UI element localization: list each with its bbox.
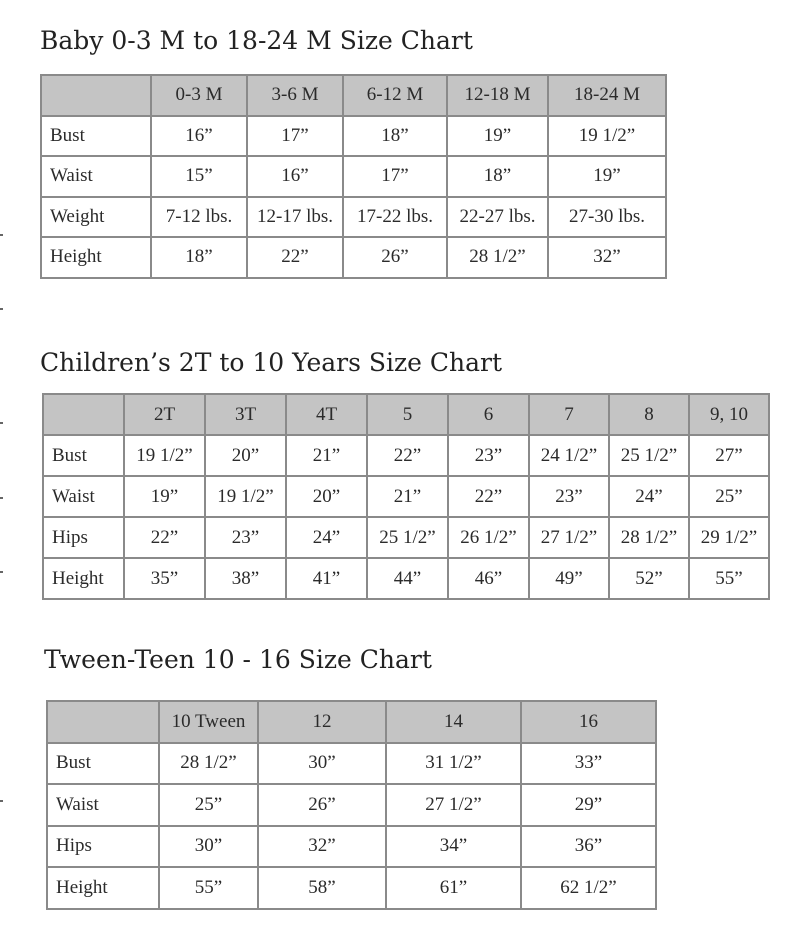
table-cell: 29 1/2” xyxy=(689,517,769,558)
table-cell: 19 1/2” xyxy=(548,116,666,157)
column-header: 6 xyxy=(448,394,529,435)
table-cell: 26” xyxy=(258,784,386,826)
table-cell: 30” xyxy=(258,743,386,785)
edge-scan-mark xyxy=(0,571,3,573)
table-row xyxy=(41,237,666,278)
table-cell: 27 1/2” xyxy=(529,517,609,558)
table-header-row xyxy=(43,394,769,435)
table-cell: 28 1/2” xyxy=(609,517,689,558)
table-cell: 32” xyxy=(548,237,666,278)
table-cell: 18” xyxy=(151,237,247,278)
row-label: Weight xyxy=(41,197,151,238)
table-row xyxy=(41,156,666,197)
table-cell: 21” xyxy=(367,476,448,517)
column-header: 18-24 M xyxy=(548,75,666,116)
row-label: Bust xyxy=(47,743,159,785)
table-cell: 52” xyxy=(609,558,689,599)
table-cell: 28 1/2” xyxy=(159,743,258,785)
table-row xyxy=(47,867,656,909)
table-cell: 26 1/2” xyxy=(448,517,529,558)
table-cell: 22” xyxy=(124,517,205,558)
table-cell: 22” xyxy=(367,435,448,476)
table-cell: 19” xyxy=(124,476,205,517)
column-header: 16 xyxy=(521,701,656,743)
children-size-table xyxy=(42,393,770,600)
table-cell: 30” xyxy=(159,826,258,868)
table-cell: 27” xyxy=(689,435,769,476)
column-header: 4T xyxy=(286,394,367,435)
table-cell: 55” xyxy=(159,867,258,909)
edge-scan-mark xyxy=(0,234,3,236)
table-cell: 7-12 lbs. xyxy=(151,197,247,238)
table-cell: 55” xyxy=(689,558,769,599)
header-corner-cell xyxy=(41,75,151,116)
column-header: 0-3 M xyxy=(151,75,247,116)
tween-teen-chart-title: Tween-Teen 10 - 16 Size Chart xyxy=(44,645,432,674)
table-cell: 25” xyxy=(159,784,258,826)
edge-scan-mark xyxy=(0,422,3,424)
table-cell: 36” xyxy=(521,826,656,868)
table-row xyxy=(43,435,769,476)
table-cell: 31 1/2” xyxy=(386,743,521,785)
table-cell: 38” xyxy=(205,558,286,599)
table-cell: 19 1/2” xyxy=(124,435,205,476)
table-cell: 24 1/2” xyxy=(529,435,609,476)
table-cell: 49” xyxy=(529,558,609,599)
children-chart-title: Children’s 2T to 10 Years Size Chart xyxy=(40,348,503,377)
table-cell: 29” xyxy=(521,784,656,826)
row-label: Hips xyxy=(47,826,159,868)
table-cell: 22-27 lbs. xyxy=(447,197,548,238)
table-cell: 18” xyxy=(447,156,548,197)
edge-scan-mark xyxy=(0,497,3,499)
table-cell: 16” xyxy=(247,156,343,197)
table-cell: 17” xyxy=(247,116,343,157)
table-cell: 25” xyxy=(689,476,769,517)
table-row xyxy=(43,517,769,558)
table-cell: 15” xyxy=(151,156,247,197)
column-header: 14 xyxy=(386,701,521,743)
table-cell: 27-30 lbs. xyxy=(548,197,666,238)
table-cell: 23” xyxy=(448,435,529,476)
table-header-row xyxy=(41,75,666,116)
table-cell: 33” xyxy=(521,743,656,785)
table-row xyxy=(43,476,769,517)
tween-teen-size-table xyxy=(46,700,657,910)
table-row xyxy=(47,784,656,826)
column-header: 3T xyxy=(205,394,286,435)
table-cell: 19” xyxy=(548,156,666,197)
table-cell: 19 1/2” xyxy=(205,476,286,517)
column-header: 6-12 M xyxy=(343,75,447,116)
edge-scan-mark xyxy=(0,800,3,802)
row-label: Height xyxy=(41,237,151,278)
table-cell: 34” xyxy=(386,826,521,868)
table-cell: 35” xyxy=(124,558,205,599)
table-cell: 12-17 lbs. xyxy=(247,197,343,238)
row-label: Hips xyxy=(43,517,124,558)
edge-scan-mark xyxy=(0,308,3,310)
table-cell: 23” xyxy=(205,517,286,558)
row-label: Bust xyxy=(43,435,124,476)
header-corner-cell xyxy=(47,701,159,743)
table-cell: 23” xyxy=(529,476,609,517)
column-header: 2T xyxy=(124,394,205,435)
table-cell: 24” xyxy=(609,476,689,517)
column-header: 3-6 M xyxy=(247,75,343,116)
table-cell: 28 1/2” xyxy=(447,237,548,278)
table-cell: 25 1/2” xyxy=(609,435,689,476)
table-cell: 44” xyxy=(367,558,448,599)
table-cell: 41” xyxy=(286,558,367,599)
table-row xyxy=(47,826,656,868)
column-header: 5 xyxy=(367,394,448,435)
table-row xyxy=(43,558,769,599)
table-cell: 16” xyxy=(151,116,247,157)
table-header-row xyxy=(47,701,656,743)
table-cell: 17-22 lbs. xyxy=(343,197,447,238)
table-cell: 32” xyxy=(258,826,386,868)
table-cell: 27 1/2” xyxy=(386,784,521,826)
baby-size-table xyxy=(40,74,667,279)
table-row xyxy=(41,116,666,157)
table-row xyxy=(41,197,666,238)
table-cell: 20” xyxy=(205,435,286,476)
column-header: 12 xyxy=(258,701,386,743)
column-header: 7 xyxy=(529,394,609,435)
column-header: 9, 10 xyxy=(689,394,769,435)
table-cell: 58” xyxy=(258,867,386,909)
column-header: 10 Tween xyxy=(159,701,258,743)
row-label: Height xyxy=(47,867,159,909)
table-cell: 22” xyxy=(247,237,343,278)
table-cell: 46” xyxy=(448,558,529,599)
table-cell: 17” xyxy=(343,156,447,197)
column-header: 8 xyxy=(609,394,689,435)
header-corner-cell xyxy=(43,394,124,435)
table-cell: 18” xyxy=(343,116,447,157)
table-cell: 25 1/2” xyxy=(367,517,448,558)
baby-chart-title: Baby 0-3 M to 18-24 M Size Chart xyxy=(40,26,473,55)
row-label: Bust xyxy=(41,116,151,157)
table-cell: 21” xyxy=(286,435,367,476)
table-cell: 24” xyxy=(286,517,367,558)
table-row xyxy=(47,743,656,785)
row-label: Waist xyxy=(41,156,151,197)
table-cell: 19” xyxy=(447,116,548,157)
column-header: 12-18 M xyxy=(447,75,548,116)
table-cell: 22” xyxy=(448,476,529,517)
row-label: Waist xyxy=(43,476,124,517)
table-cell: 61” xyxy=(386,867,521,909)
table-cell: 62 1/2” xyxy=(521,867,656,909)
table-cell: 20” xyxy=(286,476,367,517)
table-cell: 26” xyxy=(343,237,447,278)
row-label: Height xyxy=(43,558,124,599)
row-label: Waist xyxy=(47,784,159,826)
